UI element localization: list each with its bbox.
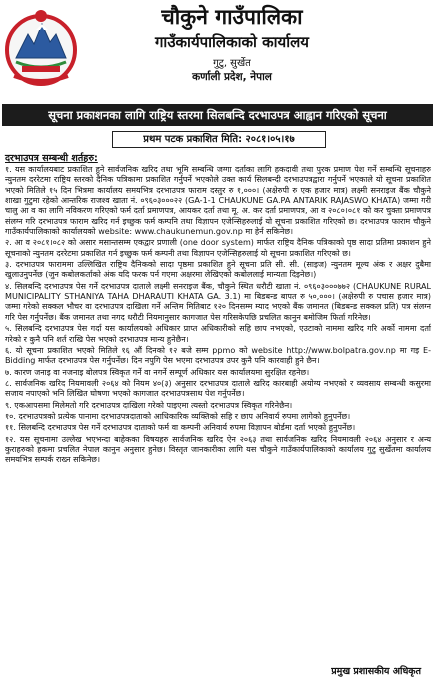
term-item: ५. सिलबन्दि दरभाउपत्र पेस गर्दा यस कार्यालयको अधिकार प्राप्त अधिकारीको सहि छाप नभएको, एउटाको नाममा खरिद गरि अर्को नाममा दर्ता गरेको र कुनै पनि शर्त राखि पेस भएको दरभाउपत्र मान्य हुनेछैन। xyxy=(5,324,431,344)
signature-title: प्रमुख प्रशासकीय अधिकृत xyxy=(331,666,421,677)
terms-heading: दरभाउपत्र सम्बन्धी शर्तहरु: xyxy=(5,153,98,164)
office-address: गुटु, सुर्खेत xyxy=(213,58,251,69)
term-item: ८. सार्वजनिक खरिद नियमावली २०६४ को नियम ४०(३) अनुसार दरभाउपत्र दाताले खरिद कारबाही अयोग्य नभएको र व्यवसाय सम्बन्धी कसुरमा सजाय नपाएको भनि लिखित घोषणा भएको कागजात दरभाउपत्रसाथ पेश गर्नुपर्नेछ। xyxy=(5,378,431,399)
term-item: १०. दरभाउपत्रको प्रत्येक पानामा दरभाउपत्रदाताको आधिकारिक व्यक्तिको सहि र छाप अनिवार्य रुपमा लागेको हुनुपर्नेछ। xyxy=(5,411,351,421)
term-item: ६. यो सूचना प्रकाशित भएको मितिले १६ औं दिनको १२ बजे सम्म ppmo को website http://www.bolpatra.gov.np मा गइ E-Bidding मार्फत दरभाउपत्र पेस गर्नुपर्नेछ। दिन नपुगि पेस भएमा दरभाउपत्र उपर कुनै पनि कारवाही हुने छैन। xyxy=(5,345,431,366)
page-subtitle: गाउँकार्यपालिकाको कार्यालय xyxy=(154,33,309,51)
term-item: १. यस कार्यालयबाट प्रकाशित हुने सार्वजनिक खरिद तथा भूमि सम्बन्धि जग्गा दर्ताका लागि हकदावी तथा पुरक प्रमाण पेश गर्ने सम्बन्धि सूचनाहरु न्युनतम दररेटमा राष्ट्रिय स्तरको दैनिक पत्रिकामा प्रकाशित गर्नुपर्ने भएकोले उक्त कार्य सिलबन्दी दरभाउपत्रद्वारा गर्नुपर्ने भएकाले यो सूचना प्रकाशित भएको मितिले १५ दिन भित्रमा कार्यालय समयभित्र दरभाउपत्र फाराम दस्तुर रु १,०००। (अक्षेरुपी रु एक हजार मात्र) लक्ष्मी सनराइज बैंक चौकुने शाखा गुटुमा रहेको आन्तरिक राजश्व खाता नं. ०९६०३०००२२ (GA-1-1 CHAUKUNE GA.PA ANTARIK RAJASWO KHATA) जम्मा गरी चालु आ व का लागि नविकरण गरिएको फर्म दर्ता प्रमाणपत्र, आयकर दर्ता तथा मू. अ. कर दर्ता प्रमाणपत्र, आ व २०८०।०८१ को कर चुक्ता प्रमाणपत्र संलग्न गरि दरभाउपत्र फाराम खरिद गर्न इच्छुक फर्म कम्पनि तथा विज्ञापन एजेन्सिहरुलाई यो सूचना प्रकाशित गरिएको छ। दरभाउपत्र फाराम चौकुने गाउँकार्यपालिकाको कार्यालयको website: www.chaukunemun.gov.np मा हेर्न सकिनेछ। xyxy=(5,165,431,237)
terms-list xyxy=(5,165,431,467)
page-title: चौकुने गाउँपालिका xyxy=(161,5,303,29)
term-item: ४. सिलबन्दि दरभाउपत्र पेस गर्ने दरभाउपत्र दाताले लक्ष्मी सनराइज बैंक, चौकुने स्थित धरौटी खाता नं. ०९६०३०००७७२ (CHAUKUNE RURAL MUNICIPALITY STHANIYA TAHA DHARAUTI KHATA GA. 3.1) मा बिडबन्ड बापत रु ५०,०००। (अक्षेरुपी रु पचास हजार मात्र) जम्मा गरेको सक्कल भौचर वा दरभाउपत्र दाखिला गर्ने अन्तिम मितिबाट १२० दिनसम्म म्याद भएको बैंक जमानत (बिडबन्ड सक्कल प्रति) पत्र संलग्न गरि पेस गर्नुपर्नेछ। बैंक जमानत तथा नगद धरौटी नियमानुसार कागजात पेस गरिसकेपछि प्रचलित कानुन बमोजिम फिर्ता गरिनेछ। xyxy=(5,281,431,322)
term-item: ९. एकआपसमा मिलेमतो गरि दरभाउपत्र दाखिला गरेको पाइएमा त्यस्तो दरभाउपत्र स्विकृत गरिनेछैन। xyxy=(5,400,293,410)
office-province: कर्णाली प्रदेश, नेपाल xyxy=(192,71,272,83)
header xyxy=(0,0,435,104)
nepal-emblem-icon xyxy=(4,6,78,90)
term-item: २. आ व २०८१।०८२ को असार मसान्तसम्म एकद्वार प्रणाली (one door system) मार्फत राष्ट्रिय दैनिक पत्रिकाको पृष्ठ सादा प्रतिमा प्रकाशन हुने सूचनाको न्युनतम दररेटमा प्रकाशित गर्न इच्छुक फर्म कम्पनी तथा विज्ञापन एजेन्सिहरुलाई यो सूचना प्रकाशित गरिएको छ। xyxy=(5,238,431,258)
term-item: १२. यस सूचनामा उल्लेख भएभन्दा बाहेकका विषयहरु सार्वजनिक खरिद ऐन २०६३ तथा सार्वजनिक खरिद नियमावली २०६४ अनुसार र अन्य कुराहरुको हकमा प्रचलित नेपाल कानुन अनुसार हुनेछ। विस्तृत जानकारीका लागि यस चौकुने गाउँकार्यपालिकाको कार्यालय गुटु सुर्खेतमा कार्यालय समयभित्र सम्पर्क राख्न सकिनेछ। xyxy=(5,434,431,465)
notice-banner: सूचना प्रकाशनका लागि राष्ट्रिय स्तरमा सिलबन्दि दरभाउपत्र आह्वान गरिएको सूचना xyxy=(2,104,433,126)
term-item: ३. दरभाउपत्र फाराममा उल्लिखित राष्ट्रिय दैनिकको सादा पृष्ठमा प्रकाशित हुने सूचना प्रति सी. सी. (साइज) न्युनतम मूल्य अंक र अक्षर दुबैमा खुलाउनुपर्नेछ (जुन कबोलकर्ताको अंक यदि फरक पर्न गएमा अक्षरमा लेखिएको कबोललाई मान्यता दिइनेछ।) xyxy=(5,260,431,280)
term-item: ७. कारण जनाइ वा नजनाइ बोलपत्र स्विकृत गर्ने वा नगर्ने सम्पूर्ण अधिकार यस कार्यालयमा सुरक्षित रहनेछ। xyxy=(5,367,310,377)
publication-date-box: प्रथम पटक प्रकाशित मिति: २०८१।०५।१७ xyxy=(112,131,326,148)
term-item: ११. सिलबन्दि दरभाउपत्र पेस गर्ने दरभाउपत्र दाताको फर्म वा कम्पनी अनिवार्य रुपमा विज्ञापन बोर्डमा दर्ता भएको हुनुपर्नेछ। xyxy=(5,423,356,433)
